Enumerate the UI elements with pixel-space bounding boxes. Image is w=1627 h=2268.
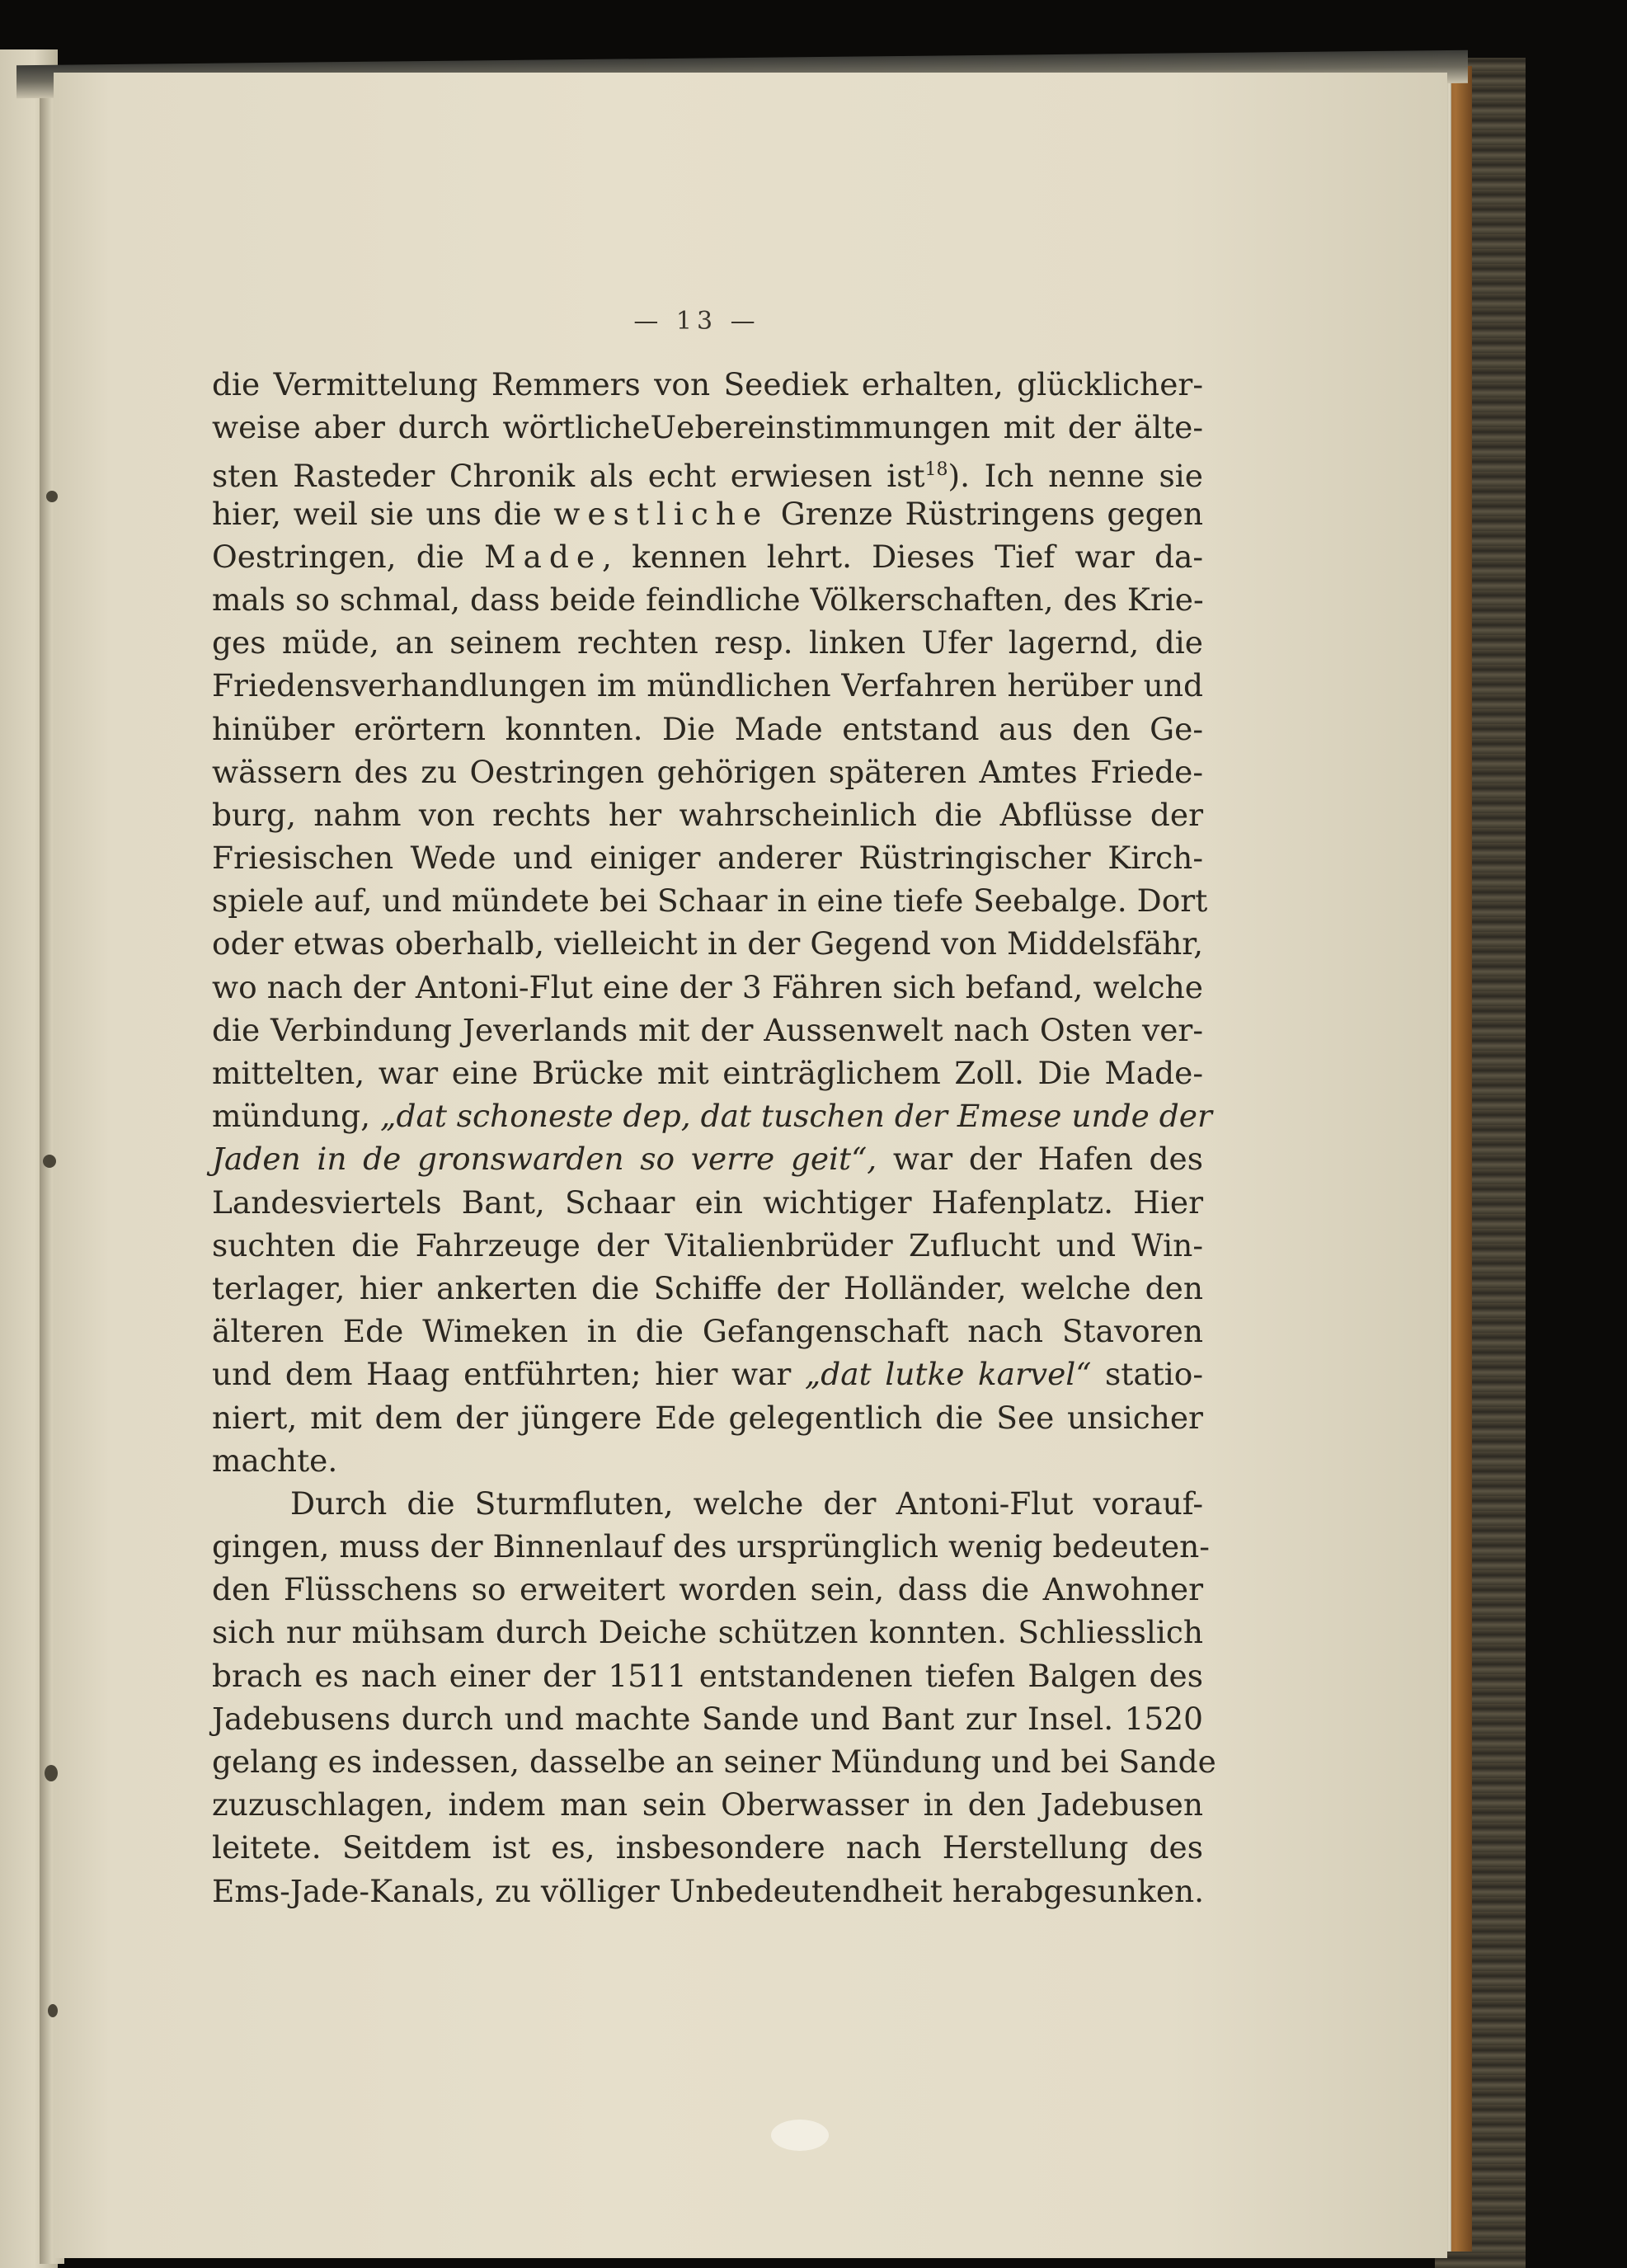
text-line: älteren Ede Wimeken in die Gefangenschaft nach Stavoren [212,1313,1203,1350]
text-line: sich nur mühsam durch Deiche schützen konnten. Schliesslich [212,1614,1203,1651]
text-run: ). Ich nenne sie [948,458,1203,495]
text-line: Friedensverhandlungen im mündlichen Verfahren herüber und [212,667,1203,704]
text-line: wo nach der Antoni-Flut eine der 3 Fähren sich befand, welche [212,968,1203,1005]
text-run: , kennen lehrt. Dieses Tief war da- [602,538,1203,575]
binding-hole [45,1765,58,1781]
paragraph [212,363,1212,1482]
text-line [212,535,1203,578]
binding-hole [43,1155,56,1168]
text-line [212,1137,1203,1180]
text-line: Durch die Sturmfluten, welche der Antoni-Flut vorauf- [290,1485,1203,1522]
binding-hole [46,491,58,502]
binding-hole [48,2004,58,2017]
text-run: „dat schoneste dep, dat tuschen der Emese unde der [380,1098,1212,1135]
text-run: mündung, [212,1098,381,1135]
paragraph [212,1482,1216,1913]
text-line: die Verbindung Jeverlands mit der Aussenwelt nach Osten ver- [212,1011,1203,1048]
text-line [212,492,1203,535]
text-line: burg, nahm von rechts her wahrscheinlich die Abflüsse der [212,796,1203,833]
text-line: terlager, hier ankerten die Schiffe der Holländer, welche den [212,1269,1203,1306]
text-line [212,1353,1203,1395]
text-run: Grenze Rüstringens gegen [769,495,1203,532]
text-line: spiele auf, und mündete bei Schaar in eine tiefe Seebalge. Dort [212,882,1208,920]
text-run: Jaden in de gronswarden so verre geit“, [212,1141,877,1178]
text-run: Made [484,538,603,575]
text-line: machte. [212,1442,338,1479]
text-line: die Vermittelung Remmers von Seediek erhalten, glücklicher- [212,366,1203,402]
text-line: niert, mit dem der jüngere Ede gelegentlich die See unsicher [212,1399,1203,1436]
page-number: — 13 — [633,307,760,336]
text-line: Landesviertels Bant, Schaar ein wichtiger Hafenplatz. Hier [212,1183,1203,1221]
text-line: gingen, muss der Binnenlauf des ursprünglich wenig bedeuten- [212,1528,1210,1565]
text-line: oder etwas oberhalb, vielleicht in der Gegend von Middelsfähr, [212,925,1203,962]
text-line: Jadebusens durch und machte Sande und Bant zur Insel. 1520 [212,1700,1203,1737]
body-text [212,363,1216,1913]
text-line: leitete. Seitdem ist es, insbesondere nach Herstellung des [212,1829,1203,1866]
text-line: suchten die Fahrzeuge der Vitalienbrüder Zuflucht und Win- [212,1226,1203,1263]
text-run: „dat lutke karvel“ [804,1356,1092,1393]
text-line: zuzuschlagen, indem man sein Oberwasser in den Jadebusen [212,1786,1203,1823]
text-line: brach es nach einer der 1511 entstandenen tiefen Balgen des [212,1657,1203,1694]
text-line: gelang es indessen, dasselbe an seiner Mündung und bei Sande [212,1743,1216,1780]
text-run: westliche [553,495,769,532]
paper-stain [771,2120,829,2151]
text-line: Friesischen Wede und einiger anderer Rüstringischer Kirch- [212,840,1203,877]
text-line: weise aber durch wörtlicheUebereinstimmungen mit der älte- [212,409,1203,446]
text-run: 18 [924,459,948,481]
text-line [212,449,1203,495]
text-line [212,1094,1212,1137]
text-line: ges müde, an seinem rechten resp. linken Ufer lagernd, die [212,624,1203,661]
text-run: war der Hafen des [877,1141,1203,1178]
text-run: sten Rasteder Chronik als echt erwiesen ist [212,458,925,495]
text-line: den Flüsschens so erweitert worden sein, dass die Anwohner [212,1571,1203,1608]
text-line: wässern des zu Oestringen gehörigen späteren Amtes Friede- [212,753,1203,790]
text-run: hier, weil sie uns die [212,495,554,532]
text-run: statio- [1091,1356,1203,1393]
text-line: mittelten, war eine Brücke mit einträglichem Zoll. Die Made- [212,1055,1203,1091]
text-run: Oestringen, die [212,538,485,575]
text-line: hinüber erörtern konnten. Die Made entstand aus den Ge- [212,710,1203,747]
text-line: mals so schmal, dass beide feindliche Völkerschaften, des Krie- [212,581,1204,618]
text-run: und dem Haag entführten; hier war [212,1356,805,1393]
text-line: Ems-Jade-Kanals, zu völliger Unbedeutendheit herabgesunken. [212,1872,1205,1909]
